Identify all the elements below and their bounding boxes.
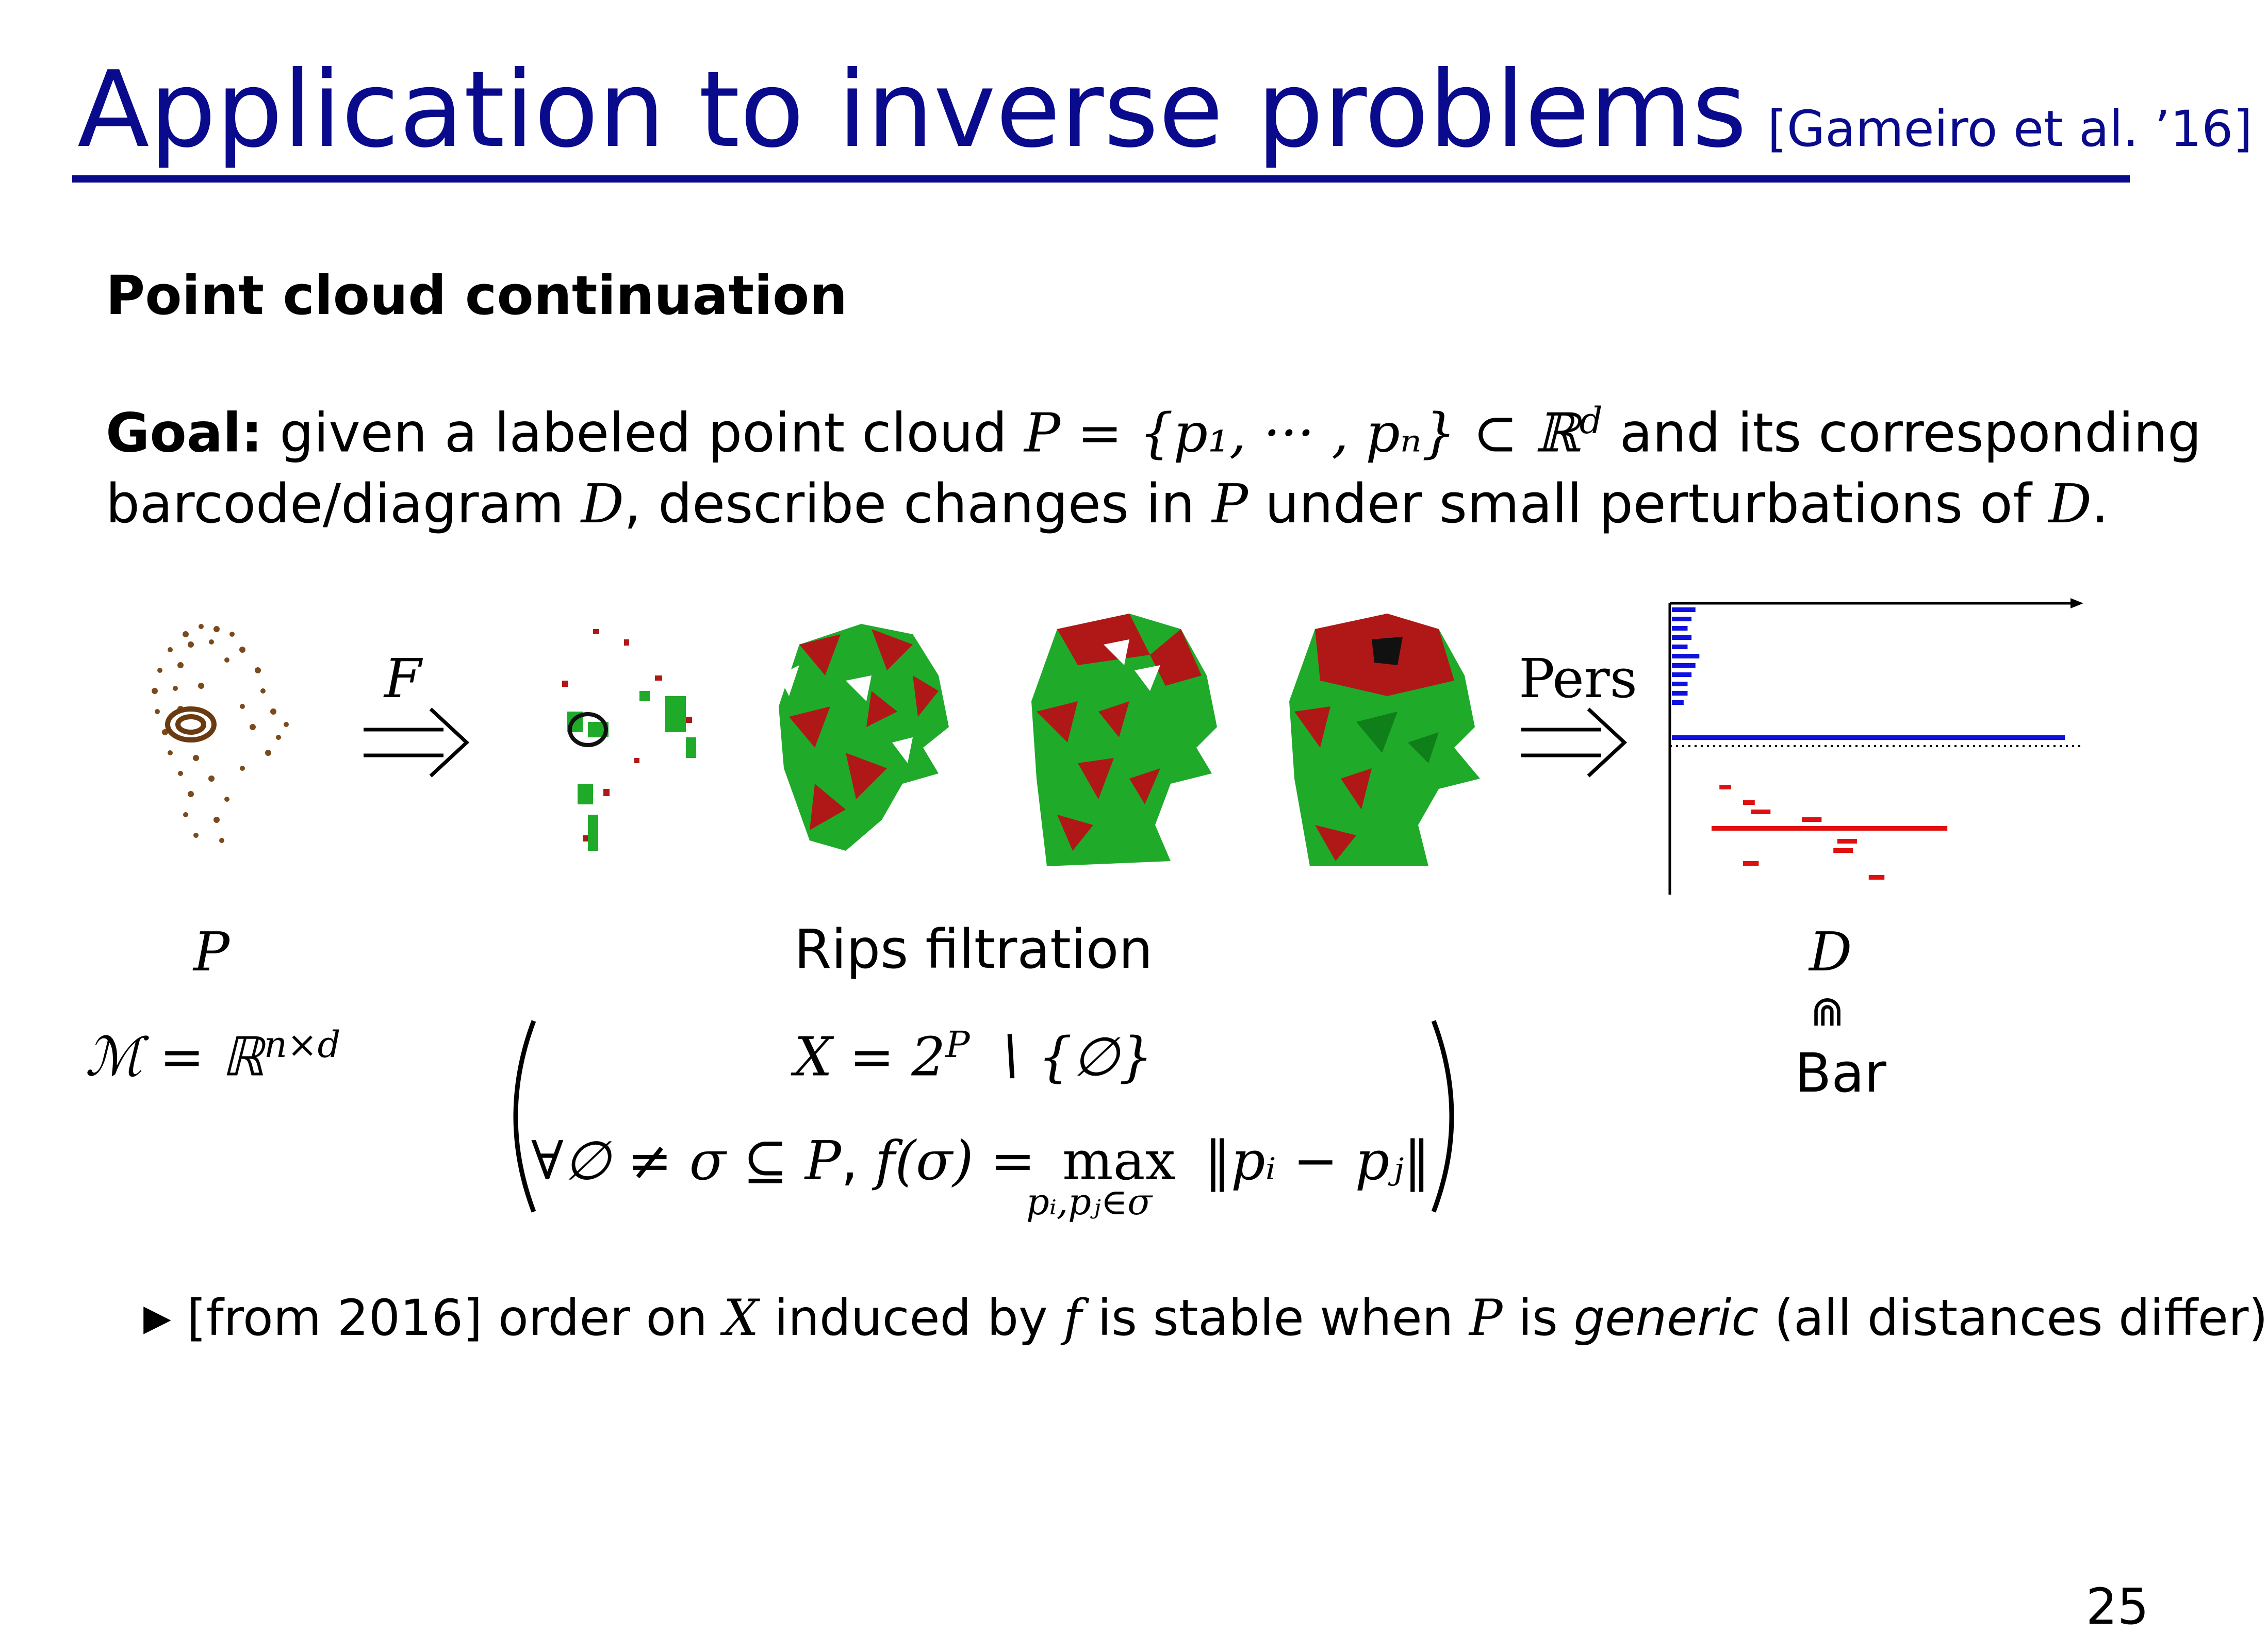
goal-math-D2: D: [2048, 472, 2092, 535]
barcode-red-bar-7: [1743, 861, 1758, 866]
title-main: Application to inverse problems: [77, 49, 1747, 171]
norm-expression: ‖pᵢ − pⱼ‖: [1204, 1129, 1431, 1192]
f-def-comma: ,: [841, 1129, 858, 1192]
barcode-red-bar-2: [1751, 810, 1770, 814]
label-bar: Bar: [1795, 1042, 1886, 1104]
bullet-math-f: f: [1063, 1289, 1082, 1347]
barcode-red-bar-0: [1719, 785, 1731, 789]
bullet-math-X: X: [723, 1289, 759, 1347]
f-def-a: ∀∅ ≠ σ ⊆ P: [531, 1129, 841, 1192]
right-paren: [1428, 1018, 1465, 1214]
barcode-blue-bar-1: [1672, 617, 1691, 621]
goal-text-4: , describe changes in: [623, 472, 1212, 535]
bullet-math-P: P: [1469, 1289, 1503, 1347]
manifold-M: [85, 1024, 340, 1088]
barcode-blue-bar-2: [1672, 626, 1687, 631]
arrow-F-label: F: [384, 647, 422, 710]
goal-text-6: .: [2091, 472, 2109, 535]
barcode-red-bar-5: [1837, 839, 1857, 844]
bullet-text-1: [from 2016] order on: [187, 1289, 724, 1347]
bullet-text-2: induced by: [758, 1289, 1064, 1347]
rips-stage-2-image: [768, 614, 975, 866]
f-definition: [531, 1129, 1036, 1192]
barcode-blue-bar-8: [1672, 682, 1687, 686]
barcode-blue-bar-10: [1672, 700, 1684, 705]
barcode-blue-bar-7: [1672, 672, 1691, 677]
label-rips-filtration: Rips filtration: [794, 918, 1153, 981]
page-number: 25: [2085, 1578, 2149, 1636]
barcode-red-bar-1: [1743, 800, 1755, 805]
goal-paragraph: [106, 386, 2201, 539]
max-operator: max: [1062, 1129, 1176, 1192]
barcode-blue-bar-9: [1672, 691, 1687, 696]
bullet-text-5: (all distances differ): [1758, 1289, 2268, 1347]
barcode-red-bar-8: [1869, 875, 1884, 880]
bullet-generic: generic: [1573, 1289, 1759, 1347]
bullet-text-4: is: [1502, 1289, 1574, 1347]
title-citation: [Gameiro et al. ’16]: [1767, 100, 2253, 158]
barcode-blue-bar-5: [1672, 654, 1699, 658]
goal-text-1: given a labeled point cloud: [262, 401, 1025, 465]
barcode-red-bar-4: [1712, 826, 1947, 831]
label-D: D: [1809, 920, 1852, 983]
implies-arrow-pers-icon: [1519, 706, 1632, 779]
point-cloud-head-image: [108, 603, 315, 861]
barcode-red-bar-3: [1802, 817, 1821, 822]
max-subscript: pᵢ,pⱼ∈σ: [1026, 1181, 1153, 1223]
goal-text-5: under small perturbations of: [1248, 472, 2049, 535]
f-def-b: f(σ) =: [858, 1129, 1036, 1192]
manifold-M-exp: n×d: [264, 1024, 341, 1066]
barcode-blue-bar-11: [1672, 735, 2065, 740]
goal-math-P-set: P = {p₁, ··· , pₙ} ⊂ ℝ: [1024, 401, 1580, 465]
barcode-blue-bar-0: [1672, 607, 1696, 612]
goal-label: Goal:: [106, 401, 263, 465]
manifold-M-text: ℳ = ℝ: [85, 1025, 264, 1088]
barcode-red-bar-6: [1833, 848, 1853, 853]
X-def-exp: P: [945, 1024, 970, 1066]
X-def-rest: ∖ {∅}: [969, 1025, 1153, 1088]
implies-arrow-icon: [361, 706, 474, 779]
barcode-blue-bar-6: [1672, 663, 1696, 668]
barcode-blue-bar-3: [1672, 635, 1691, 640]
label-subset-symbol: ⋒: [1810, 987, 1845, 1035]
barcode-chart: [1650, 588, 2104, 897]
goal-text-2: and its corresponding: [1602, 401, 2202, 465]
barcode-x-arrowhead: [2070, 598, 2083, 608]
label-P: P: [193, 920, 229, 983]
X-definition: [794, 1024, 1153, 1088]
X-def-text: X = 2: [794, 1025, 946, 1088]
barcode-blue-bar-4: [1672, 645, 1687, 649]
bullet-text-3: is stable when: [1081, 1289, 1470, 1347]
section-heading: Point cloud continuation: [106, 264, 848, 327]
rips-stage-3-image: [1026, 608, 1243, 871]
rips-stage-4-image: [1284, 608, 1501, 871]
bullet-marker-icon: ▶: [143, 1296, 171, 1339]
title-rule: [72, 175, 2130, 183]
goal-math-d: d: [1579, 400, 1603, 442]
goal-math-P: P: [1212, 472, 1248, 535]
rips-stage-1-image: [531, 619, 722, 866]
arrow-pers-label: Pers: [1519, 647, 1637, 710]
goal-math-D: D: [581, 472, 624, 535]
bullet-item: [143, 1289, 2268, 1347]
slide-title: [77, 49, 2253, 171]
goal-text-3: barcode/diagram: [106, 472, 581, 535]
